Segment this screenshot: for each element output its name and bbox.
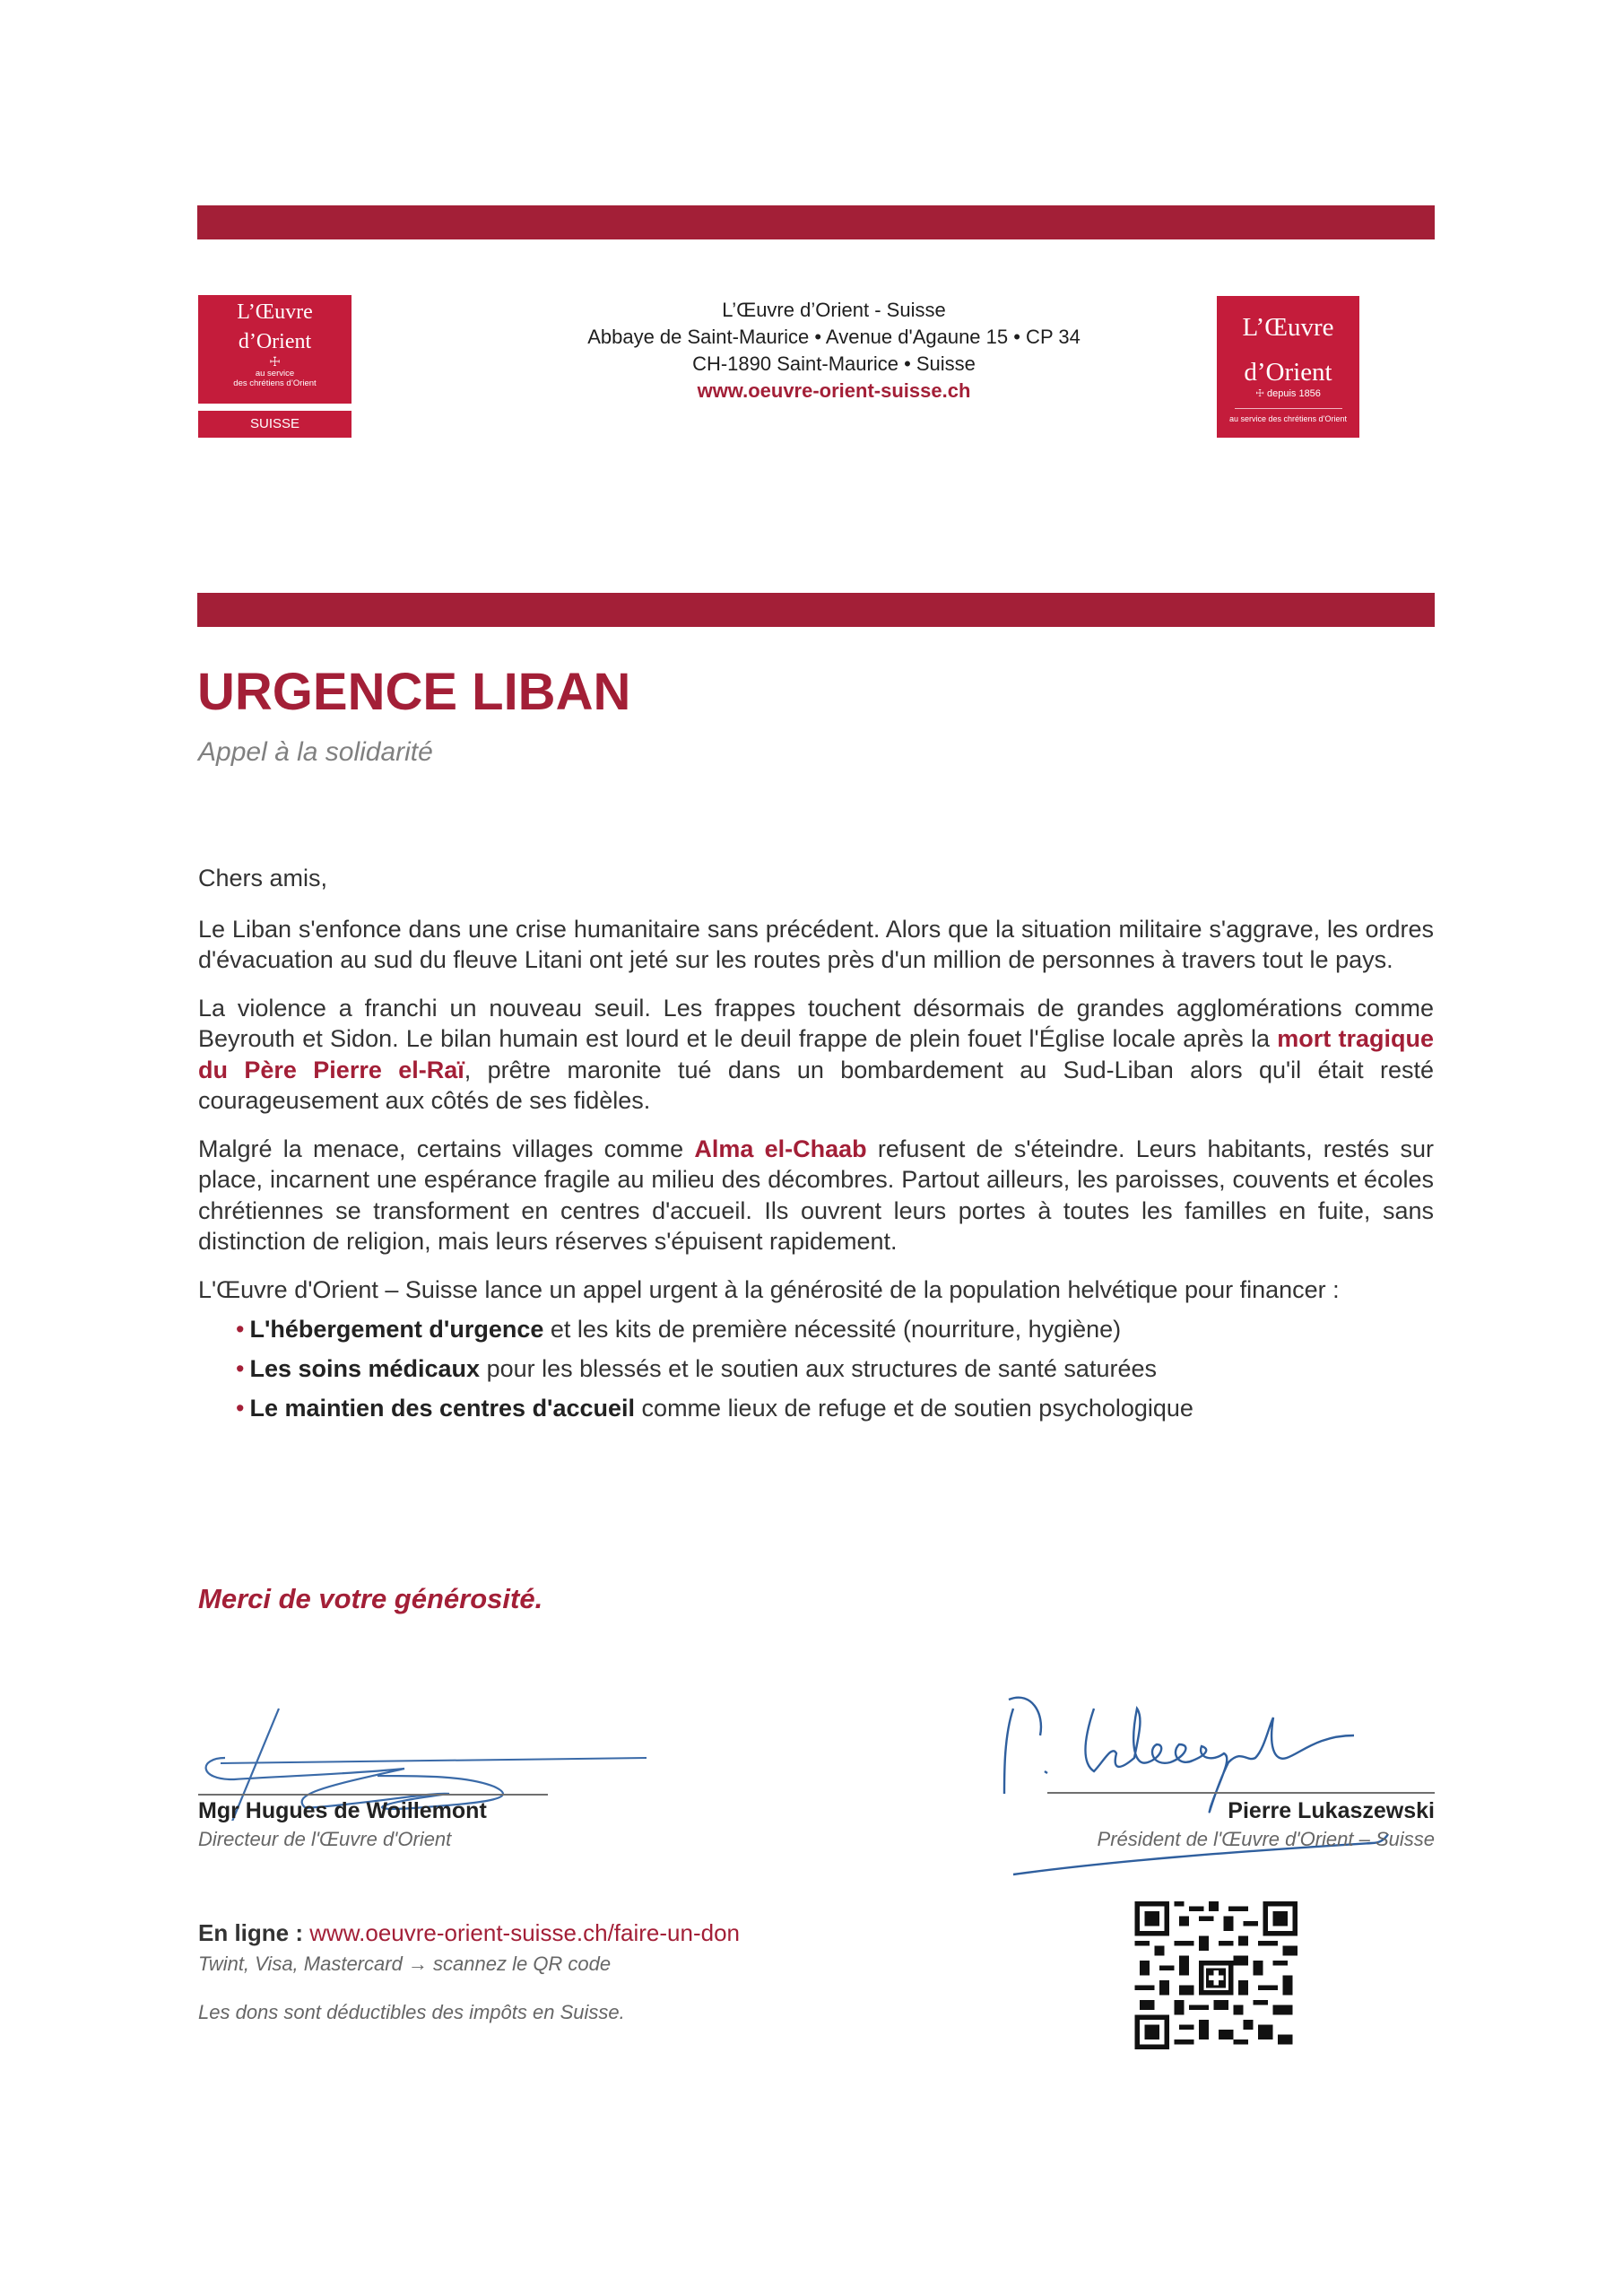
p3-text: Malgré la menace, certains villages comme: [198, 1135, 695, 1162]
funding-list: [198, 1314, 1434, 1423]
director-role: Directeur de l'Œuvre d'Orient: [198, 1828, 452, 1850]
list-item: [236, 1353, 1434, 1384]
organization-address: [502, 297, 1166, 404]
logo-right-line1: L’Œuvre: [1242, 313, 1334, 342]
website-link[interactable]: www.oeuvre-orient-suisse.ch: [697, 379, 971, 402]
thanks-line: Merci de votre générosité.: [198, 1583, 543, 1614]
logo-tagline-2: des chrétiens d’Orient: [233, 378, 317, 388]
page-title: URGENCE LIBAN: [197, 663, 631, 721]
address-org: L’Œuvre d’Orient - Suisse: [722, 299, 946, 321]
paragraph-1: Le Liban s'enfonce dans une crise humanitaire sans précédent. Alors que la situation militaire s'aggrave, les ordres d'évacuation au sud du fleuve Litani ont jeté sur les routes près d'un million de personnes à travers tout le pays.: [198, 915, 1434, 973]
list-item: [236, 1393, 1434, 1423]
president-name: Pierre Lukaszewski: [1228, 1798, 1435, 1823]
logo-since: ☩ depuis 1856: [1255, 388, 1321, 399]
logo-right-tagline: au service des chrétiens d’Orient: [1228, 414, 1348, 423]
letter-body: [198, 863, 1434, 1432]
p2-text-end: , prêtre maronite tué dans un bombardement au Sud-Liban alors qu'il était resté courageusement aux côtés de ses fidèles.: [198, 1056, 1434, 1114]
greeting: Chers amis,: [198, 865, 328, 891]
item-text: comme lieux de refuge et de soutien psychologique: [635, 1395, 1193, 1422]
logo-tagline-1: au service: [255, 369, 295, 378]
payment-methods: Twint, Visa, Mastercard → scannez le QR code: [198, 1952, 612, 1975]
p2-text: La violence a franchi un nouveau seuil. Les frappes touchent désormais de grandes agglomérations comme Beyrouth et Sidon. Le bilan humain est lourd et le deuil frappe de plein fouet l'Église locale après la: [198, 994, 1434, 1052]
donation-info: [198, 1919, 740, 2024]
director-name: Mgr Hugues de Woillemont: [198, 1798, 487, 1823]
bullet-icon: •: [236, 1316, 245, 1343]
signature-president-icon: [977, 1673, 1408, 1888]
logo-oeuvre-orient-suisse: [198, 295, 352, 438]
qr-code-icon[interactable]: [1134, 1901, 1298, 2049]
page-subtitle: Appel à la solidarité: [198, 737, 433, 767]
online-label: En ligne :: [198, 1919, 303, 1946]
p3-text-end: refusent de s'éteindre. Leurs habitants, restés sur place, incarnent une espérance fragile au milieu des décombres. Partout ailleurs, les paroisses, couvents et écoles chrétiennes se transforment en centres d'accueil. Ils ouvrent leurs portes à toutes les familles en fuite, sans distinction de religion, mais leurs réserves s'épuisent rapidement.: [198, 1135, 1434, 1255]
paragraph-4: L'Œuvre d'Orient – Suisse lance un appel urgent à la générosité de la population helvétique pour financer :: [198, 1275, 1340, 1303]
highlight-pere-pierre: mort tragique du Père Pierre el-Raï: [198, 1025, 1434, 1083]
online-donation: [198, 1919, 740, 1947]
item-bold: Le maintien des centres d'accueil: [249, 1395, 636, 1422]
item-bold: Les soins médicaux: [249, 1355, 481, 1382]
address-city: CH-1890 Saint-Maurice • Suisse: [692, 352, 976, 375]
item-text: pour les blessés et le soutien aux structures de santé saturées: [480, 1355, 1157, 1382]
bullet-icon: •: [236, 1395, 245, 1422]
logo-right-line2: d’Orient: [1244, 358, 1332, 387]
donation-link[interactable]: www.oeuvre-orient-suisse.ch/faire-un-don: [309, 1919, 741, 1946]
section-divider-bar: [197, 593, 1435, 627]
tax-note: Les dons sont déductibles des impôts en Suisse.: [198, 2001, 625, 2023]
item-bold: L'hébergement d'urgence: [249, 1316, 544, 1343]
paragraph-2: [198, 993, 1434, 1117]
logo-country: SUISSE: [198, 411, 352, 438]
signature-line: [198, 1794, 548, 1796]
logo-oeuvre-orient: [1217, 296, 1359, 438]
logo-name-line1: L’Œuvre: [237, 300, 313, 324]
logo-divider: [1235, 408, 1342, 409]
president-role: Président de l'Œuvre d'Orient – Suisse: [1097, 1828, 1435, 1850]
address-street: Abbaye de Saint-Maurice • Avenue d'Agaune 15 • CP 34: [587, 326, 1081, 348]
jerusalem-cross-icon: ☩: [269, 354, 281, 369]
item-text: et les kits de première nécessité (nourriture, hygiène): [543, 1316, 1122, 1343]
header-top-bar: [197, 205, 1435, 239]
paragraph-3: [198, 1134, 1434, 1257]
signature-line: [1047, 1792, 1435, 1794]
logo-name-line2: d’Orient: [238, 330, 312, 353]
list-item: [236, 1314, 1434, 1344]
highlight-alma-el-chaab: Alma el-Chaab: [694, 1135, 867, 1162]
bullet-icon: •: [236, 1355, 245, 1382]
